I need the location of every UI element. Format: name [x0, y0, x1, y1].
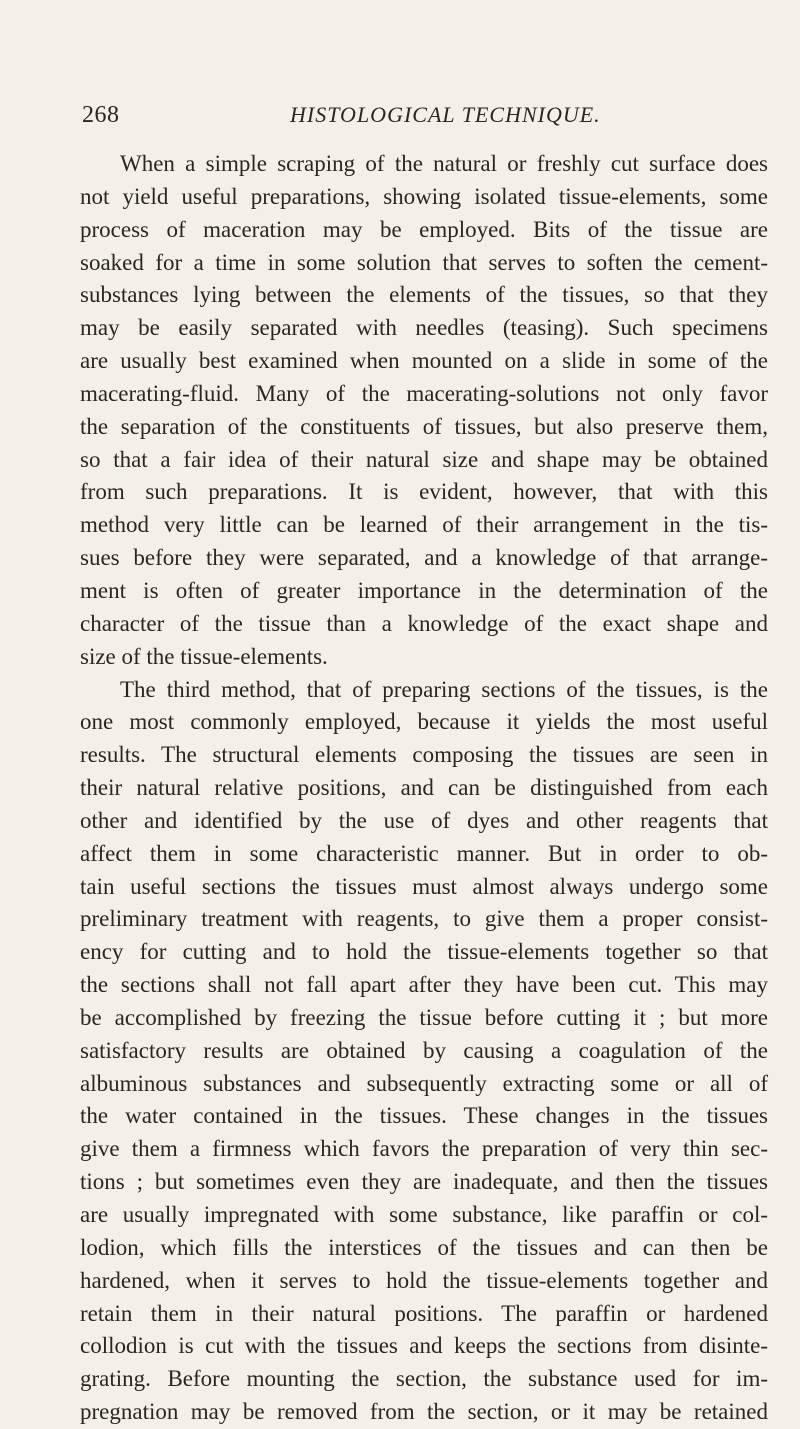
text-line: are usually impregnated with some substance, like paraffin or col- [80, 1202, 768, 1227]
text-line: substances lying between the elements of the tissues, so that they [80, 282, 768, 308]
text-line: The third method, that of preparing sections of the tissues, is the [120, 676, 768, 702]
text-line: method very little can be learned of their arrangement in the tis- [80, 512, 768, 538]
text-line: ment is often of greater importance in the determination of the [80, 577, 768, 603]
running-title: HISTOLOGICAL TECHNIQUE. [290, 102, 601, 127]
text-line: pregnation may be removed from the section, or it may be retained [80, 1399, 768, 1425]
text-line: ency for cutting and to hold the tissue-elements together so that [80, 939, 768, 965]
running-head [0, 100, 800, 134]
text-line: tain useful sections the tissues must almost always undergo some [80, 873, 768, 899]
text-line: the sections shall not fall apart after they have been cut. This may [80, 972, 768, 998]
text-line: are usually best examined when mounted on a slide in some of the [80, 348, 768, 374]
body-text [80, 148, 768, 1429]
text-line: their natural relative positions, and can be distinguished from each [80, 775, 768, 801]
text-line: tions ; but sometimes even they are inadequate, and then the tissues [80, 1169, 768, 1195]
page-number: 268 [82, 102, 120, 128]
text-line: one most commonly employed, because it yields the most useful [80, 709, 768, 735]
text-line: lodion, which fills the interstices of the tissues and can then be [80, 1234, 768, 1260]
text-line: character of the tissue than a knowledge of the exact shape and [80, 610, 768, 636]
text-line: hardened, when it serves to hold the tissue-elements together and [80, 1267, 768, 1293]
text-line: preliminary treatment with reagents, to give them a proper consist- [80, 906, 768, 932]
text-line: the separation of the constituents of tissues, but also preserve them, [80, 413, 768, 439]
text-line: other and identified by the use of dyes and other reagents that [80, 807, 768, 833]
text-line: soaked for a time in some solution that serves to soften the cement- [80, 249, 768, 275]
text-line: the water contained in the tissues. These changes in the tissues [80, 1103, 768, 1129]
text-line: grating. Before mounting the section, the substance used for im- [80, 1366, 768, 1392]
text-line: sues before they were separated, and a knowledge of that arrange- [80, 545, 768, 571]
text-line: give them a firmness which favors the preparation of very thin sec- [80, 1136, 768, 1162]
text-line: albuminous substances and subsequently extracting some or all of [80, 1070, 768, 1096]
text-line: be accomplished by freezing the tissue before cutting it ; but more [80, 1004, 768, 1030]
text-line: affect them in some characteristic manner. But in order to ob- [80, 840, 768, 866]
text-line: not yield useful preparations, showing isolated tissue-elements, some [80, 183, 768, 209]
text-line: results. The structural elements composing the tissues are seen in [80, 742, 768, 768]
text-line: satisfactory results are obtained by causing a coagulation of the [80, 1037, 768, 1063]
text-line: process of maceration may be employed. Bits of the tissue are [80, 216, 768, 242]
text-line: from such preparations. It is evident, however, that with this [80, 479, 768, 505]
text-line: retain them in their natural positions. The paraffin or hardened [80, 1300, 768, 1326]
text-line: When a simple scraping of the natural or freshly cut surface does [120, 151, 768, 176]
text-line: so that a fair idea of their natural size and shape may be obtained [80, 446, 768, 472]
text-line: macerating-fluid. Many of the macerating-solutions not only favor [80, 380, 768, 406]
text-line: size of the tissue-elements. [80, 643, 328, 669]
text-line: may be easily separated with needles (teasing). Such specimens [80, 315, 768, 341]
text-line: collodion is cut with the tissues and keeps the sections from disinte- [80, 1333, 768, 1359]
